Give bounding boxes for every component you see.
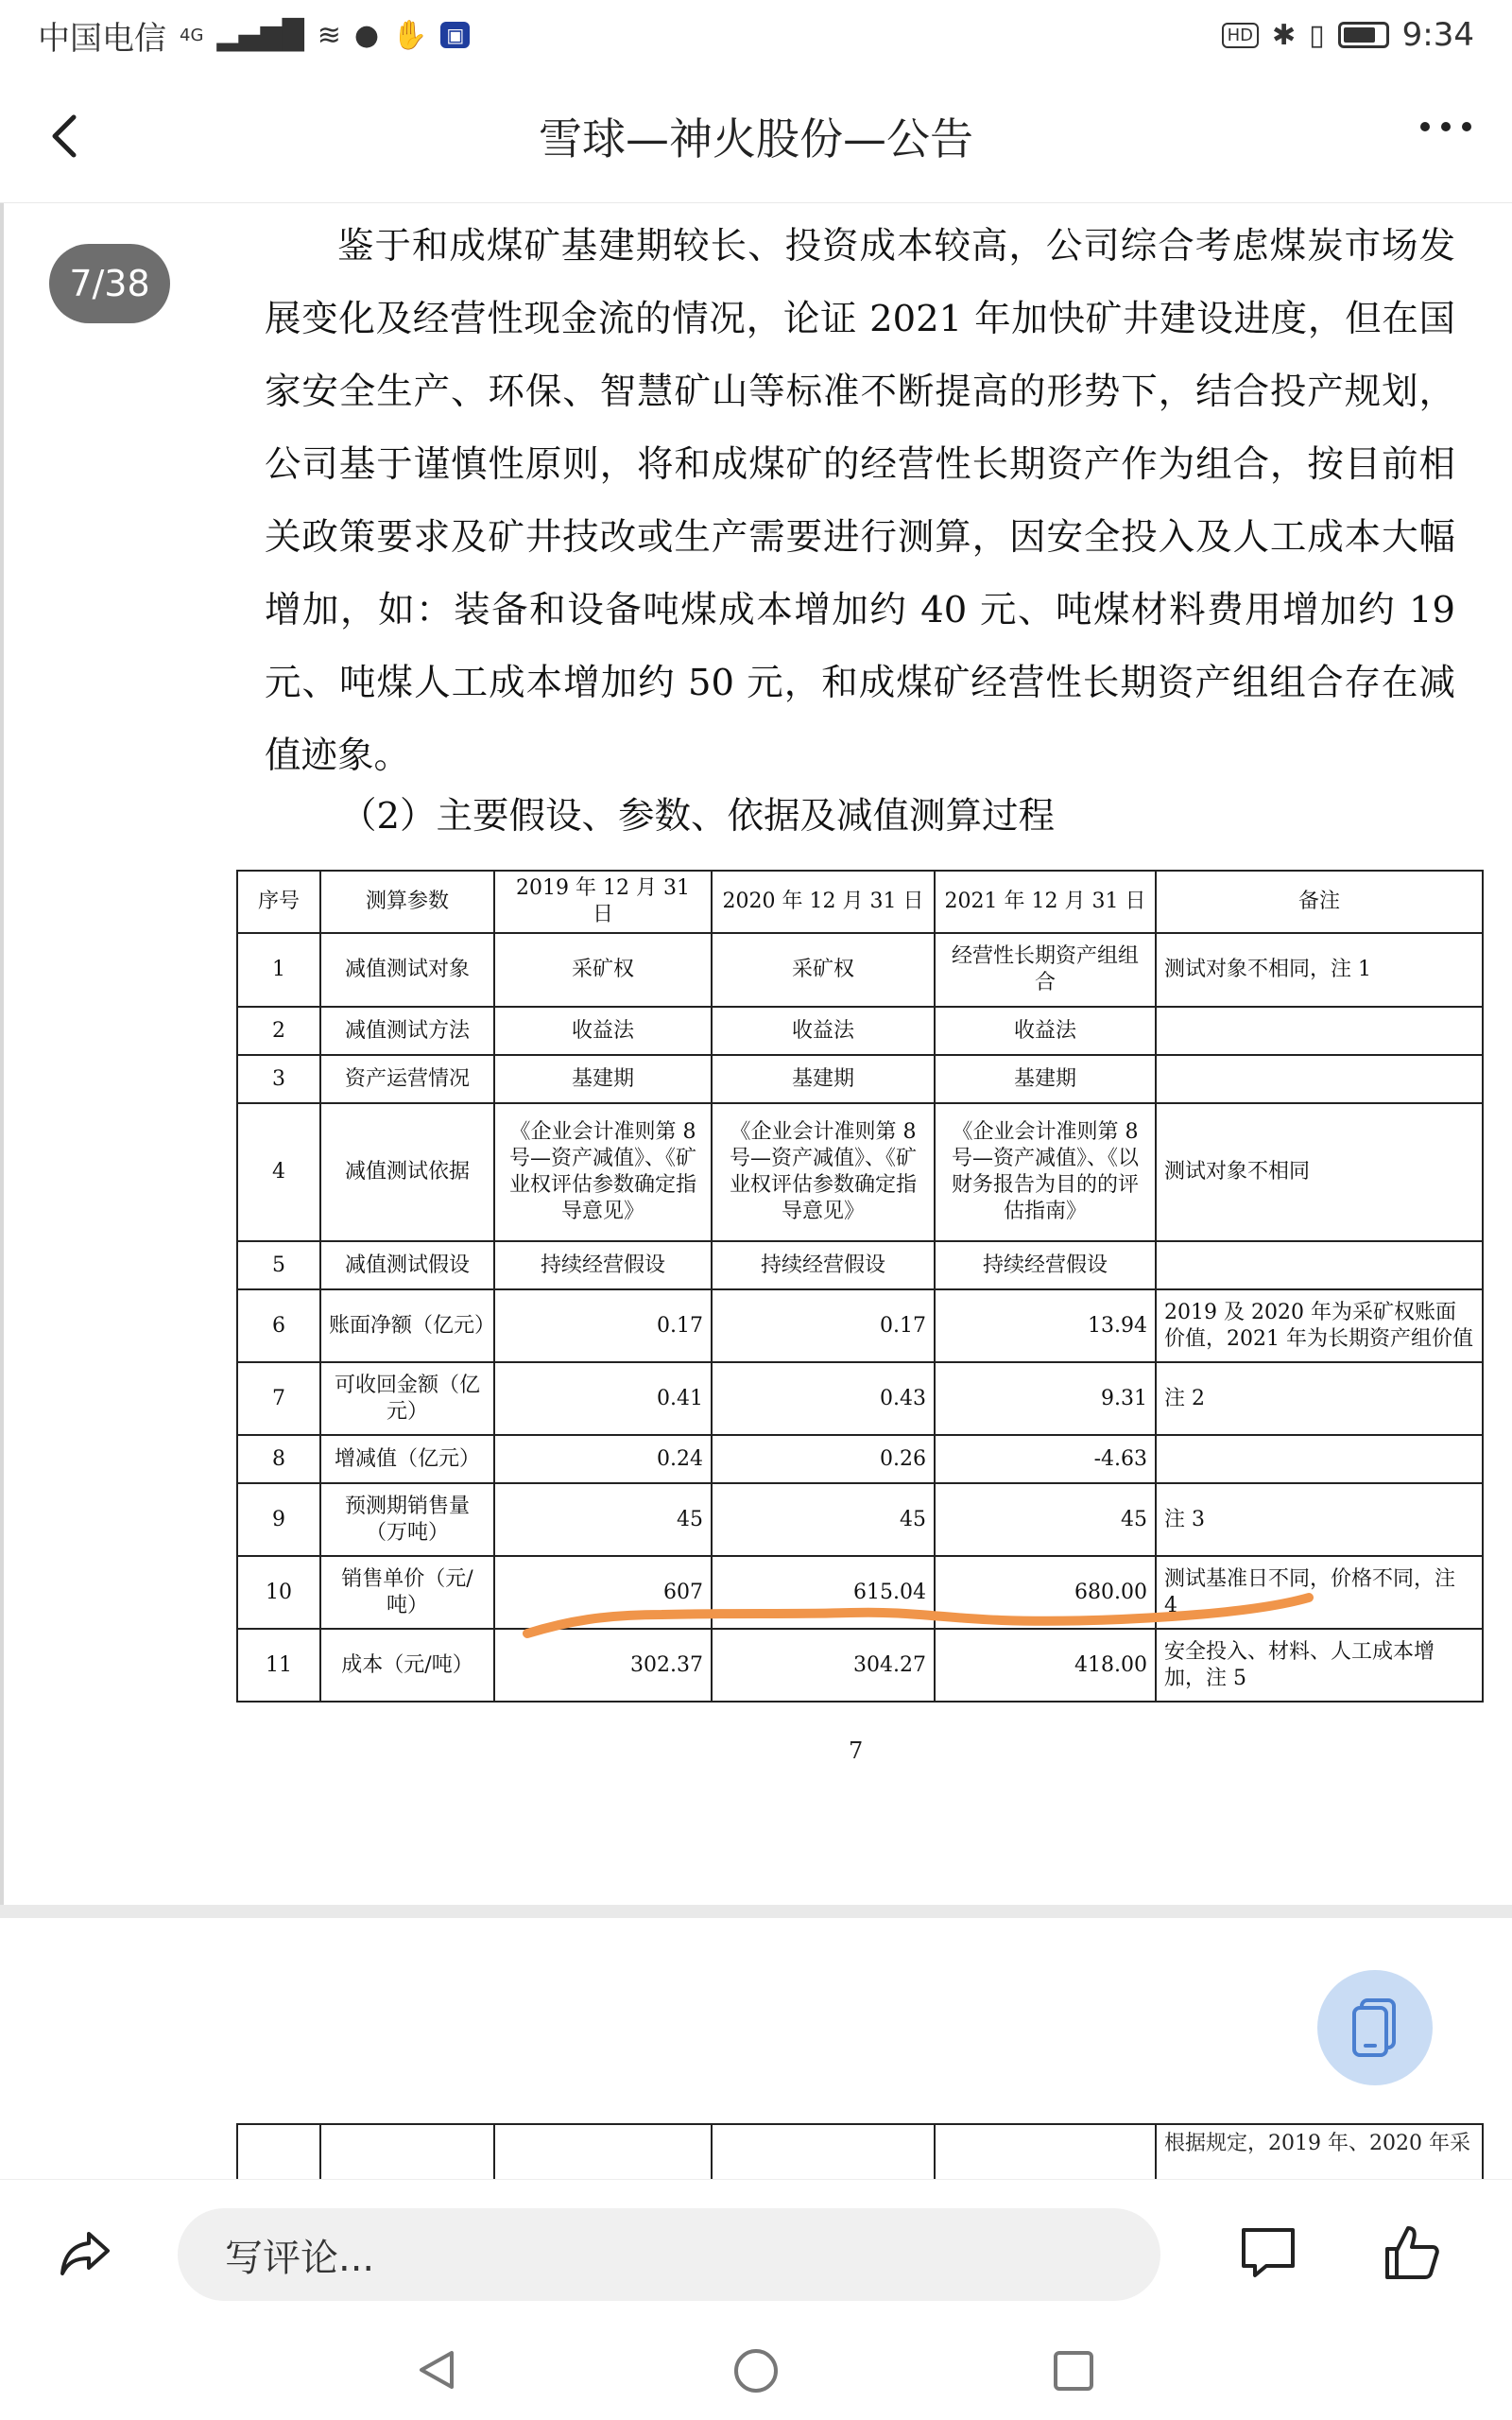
table-cell: 根据规定，2019 年、2020 年采 — [1156, 2124, 1483, 2181]
table-row — [237, 2124, 1483, 2181]
table-cell: 注 3 — [1156, 1483, 1483, 1556]
table-cell: 经营性长期资产组组合 — [935, 933, 1156, 1007]
system-nav-bar — [0, 2321, 1512, 2420]
comment-input[interactable] — [178, 2208, 1160, 2301]
hand-icon: ✋ — [392, 18, 428, 52]
table-cell: 302.37 — [494, 1629, 712, 1702]
comment-placeholder: 写评论... — [225, 2236, 375, 2280]
nav-recent-icon[interactable] — [1052, 2349, 1095, 2393]
header-cell: 备注 — [1156, 871, 1483, 933]
signal-icon: ▂▄▆█ — [216, 18, 304, 52]
vibrate-icon: ▯ — [1309, 18, 1325, 52]
table-cell: 采矿权 — [712, 933, 935, 1007]
table-cell: 680.00 — [935, 1556, 1156, 1629]
share-icon[interactable] — [57, 2224, 113, 2281]
table-cell: 减值测试假设 — [320, 1241, 494, 1289]
phone-copy-icon — [1349, 1996, 1401, 2059]
table-cell: 测试基准日不同，价格不同，注 4 — [1156, 1556, 1483, 1629]
table-cell: 607 — [494, 1556, 712, 1629]
table-cell: 成本（元/吨） — [320, 1629, 494, 1702]
table-cell: 6 — [237, 1289, 320, 1362]
bottom-bar — [0, 2179, 1512, 2322]
table-cell: 持续经营假设 — [494, 1241, 712, 1289]
table-cell: 基建期 — [494, 1055, 712, 1103]
hd-icon: HD — [1222, 23, 1259, 48]
nav-back-icon[interactable] — [414, 2347, 459, 2393]
table-cell — [237, 2124, 320, 2181]
table-cell: 测试对象不相同 — [1156, 1103, 1483, 1241]
table-cell: 基建期 — [712, 1055, 935, 1103]
header-cell: 2020 年 12 月 31 日 — [712, 871, 935, 933]
table-cell — [320, 2124, 494, 2181]
clock: 9:34 — [1401, 16, 1474, 54]
table-cell: -4.63 — [935, 1435, 1156, 1483]
message-icon: ● — [353, 18, 380, 52]
table-cell — [494, 2124, 712, 2181]
body-paragraph: 鉴于和成煤矿基建期较长、投资成本较高，公司综合考虑煤炭市场发展变化及经营性现金流的情况，论证 2021 年加快矿井建设进度，但在国家安全生产、环保、智慧矿山等标准不断提高的形势下，结合投产规划，公司基于谨慎性原则，将和成煤矿的经营性长期资产作为组合，按目前相关政策要求及矿井技改或生产需要进行测算，因安全投入及人工成本大幅增加，如：装备和设备吨煤成本增加约 40 元、吨煤材料费用增加约 19 元、吨煤人工成本增加约 50 元，和成煤矿经营性长期资产组组合存在减值迹象。 — [265, 225, 1455, 777]
table-cell: 减值测试对象 — [320, 933, 494, 1007]
thumbs-up-icon[interactable] — [1382, 2222, 1442, 2283]
table-cell: 增减值（亿元） — [320, 1435, 494, 1483]
table-cell: 安全投入、材料、人工成本增加，注 5 — [1156, 1629, 1483, 1702]
table-cell: 销售单价（元/吨） — [320, 1556, 494, 1629]
table-cell: 8 — [237, 1435, 320, 1483]
table-cell: 2 — [237, 1007, 320, 1055]
page-separator — [0, 1905, 1512, 1918]
phone-copy-button[interactable] — [1317, 1970, 1433, 2085]
table-cell: 预测期销售量（万吨） — [320, 1483, 494, 1556]
wifi-icon: ≋ — [317, 18, 341, 52]
table-cell: 《企业会计准则第 8 号—资产减值》、《以财务报告为目的的评估指南》 — [935, 1103, 1156, 1241]
comment-icon[interactable] — [1238, 2224, 1298, 2281]
table-cell: 45 — [494, 1483, 712, 1556]
table-cell: 0.17 — [712, 1289, 935, 1362]
carrier-label: 中国电信 — [38, 19, 166, 58]
table-cell: 2019 及 2020 年为采矿权账面价值，2021 年为长期资产组价值 — [1156, 1289, 1483, 1362]
table-cell: 10 — [237, 1556, 320, 1629]
table-cell: 可收回金额（亿元） — [320, 1362, 494, 1435]
table-cell: 45 — [712, 1483, 935, 1556]
table-cell: 采矿权 — [494, 933, 712, 1007]
table-cell: 基建期 — [935, 1055, 1156, 1103]
table-cell: 注 2 — [1156, 1362, 1483, 1435]
table-cell: 5 — [237, 1241, 320, 1289]
page-indicator: 7/38 — [49, 244, 170, 323]
table-cell: 615.04 — [712, 1556, 935, 1629]
table-cell: 0.24 — [494, 1435, 712, 1483]
table-cell: 7 — [237, 1362, 320, 1435]
header-cell: 2019 年 12 月 31 日 — [494, 871, 712, 933]
table-cell: 《企业会计准则第 8 号—资产减值》、《矿业权评估参数确定指导意见》 — [712, 1103, 935, 1241]
table-cell: 3 — [237, 1055, 320, 1103]
table-cell: 45 — [935, 1483, 1156, 1556]
table-cell — [935, 2124, 1156, 2181]
table-cell: 减值测试方法 — [320, 1007, 494, 1055]
page-title: 雪球—神火股份—公告 — [539, 113, 973, 164]
table-cell: 418.00 — [935, 1629, 1156, 1702]
table-cell: 《企业会计准则第 8 号—资产减值》、《矿业权评估参数确定指导意见》 — [494, 1103, 712, 1241]
header-cell: 序号 — [237, 871, 320, 933]
table-cell: 0.41 — [494, 1362, 712, 1435]
table-cell: 13.94 — [935, 1289, 1156, 1362]
table-cell: 9.31 — [935, 1362, 1156, 1435]
section-subheading: （2）主要假设、参数、依据及减值测算过程 — [340, 795, 1055, 838]
table-cell: 0.26 — [712, 1435, 935, 1483]
table-cell: 0.17 — [494, 1289, 712, 1362]
table-cell: 收益法 — [494, 1007, 712, 1055]
header-cell: 测算参数 — [320, 871, 494, 933]
bluetooth-icon: ✱ — [1271, 18, 1297, 52]
app-badge-icon: ▣ — [440, 22, 470, 48]
table-cell: 11 — [237, 1629, 320, 1702]
table-cell: 减值测试依据 — [320, 1103, 494, 1241]
table-cell: 0.43 — [712, 1362, 935, 1435]
table-cell: 收益法 — [935, 1007, 1156, 1055]
network-label: 4G — [180, 25, 204, 45]
table-cell: 持续经营假设 — [935, 1241, 1156, 1289]
table-cell: 收益法 — [712, 1007, 935, 1055]
table-cell: 304.27 — [712, 1629, 935, 1702]
page-number: 7 — [849, 1737, 864, 1764]
table-cell: 9 — [237, 1483, 320, 1556]
table-cell — [712, 2124, 935, 2181]
table-cell: 持续经营假设 — [712, 1241, 935, 1289]
table-cell: 资产运营情况 — [320, 1055, 494, 1103]
table-cell: 4 — [237, 1103, 320, 1241]
table-cell: 测试对象不相同，注 1 — [1156, 933, 1483, 1007]
table-cell: 1 — [237, 933, 320, 1007]
next-page-table — [236, 2123, 1484, 2182]
table-cell: 账面净额（亿元） — [320, 1289, 494, 1362]
nav-home-icon[interactable] — [732, 2347, 780, 2394]
header-cell: 2021 年 12 月 31 日 — [935, 871, 1156, 933]
